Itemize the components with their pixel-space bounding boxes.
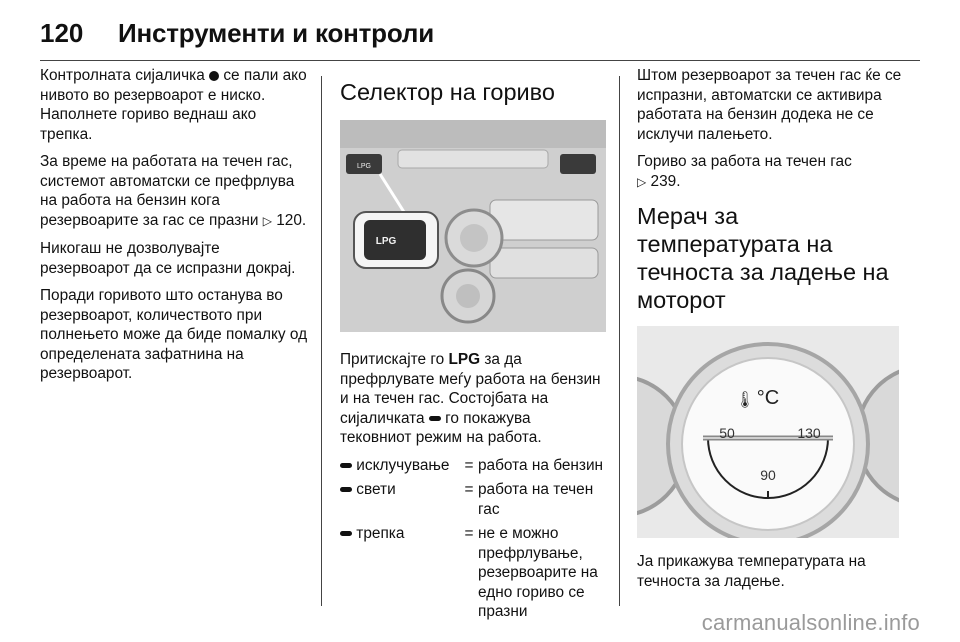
column-divider-2 bbox=[619, 76, 620, 606]
page-reference[interactable]: 239. bbox=[650, 172, 681, 190]
small-lpg-button-label: LPG bbox=[356, 163, 372, 170]
page-reference-arrow-icon: ▷ bbox=[637, 174, 647, 189]
lpg-indicator-light-icon bbox=[340, 487, 352, 492]
page-reference-arrow-icon: ▷ bbox=[262, 213, 272, 228]
section-heading-fuel-selector: Селектор на гориво bbox=[340, 79, 555, 105]
header-divider bbox=[40, 60, 920, 61]
paragraph-lpg-press: Притискајте го LPG за да префрлувате меѓу работа на бензин и на течен гас. Состојбата на сијаличката го покажува тековниот режим на работа. bbox=[340, 351, 601, 446]
gauge-label-min: 50 bbox=[719, 425, 735, 441]
lpg-indicator-light-icon bbox=[429, 416, 441, 421]
lpg-button-ref: LPG bbox=[448, 351, 481, 368]
column-divider-1 bbox=[321, 76, 322, 606]
section-heading-coolant-gauge: Мерач за температурата на течноста за ладење на моторот bbox=[637, 203, 889, 313]
lpg-indicator-light-icon bbox=[340, 531, 352, 536]
paragraph-lpg-empty: Штом резервоарот за течен гас ќе се испразни, автоматски се активира работата на бензин додека не се исклучи палењето. bbox=[637, 67, 902, 143]
column-3 bbox=[637, 66, 905, 599]
fuel-warning-light-icon bbox=[209, 71, 219, 81]
paragraph-never-empty: Никогаш не дозволувајте резервоарот да се испразни докрај. bbox=[40, 240, 296, 277]
page-reference[interactable]: 120. bbox=[276, 211, 307, 229]
temperature-unit: °C bbox=[756, 387, 780, 409]
column-2 bbox=[340, 66, 606, 627]
table-row: исклучување = работа на бензин bbox=[340, 456, 606, 481]
page-number: 120 bbox=[40, 18, 84, 48]
table-row: свети = работа на течен гас bbox=[340, 480, 606, 524]
paragraph-coolant-desc: Ја прикажува температурата на течноста за ладење. bbox=[637, 553, 866, 590]
gauge-label-mid: 90 bbox=[760, 467, 776, 483]
paragraph-fuel-remaining: Поради горивото што останува во резервоарот, количеството при полнењето може да биде помалку од определената зафатнина на резервоарот. bbox=[40, 287, 308, 382]
table-row: трепка = не е можно префрлување, резервоарите на едно гориво се празни bbox=[340, 524, 606, 627]
page-title: Инструменти и контроли bbox=[118, 18, 434, 48]
paragraph-lpg-fuel-ref: Гориво за работа на течен гас ▷ 239. bbox=[637, 153, 852, 190]
coolant-gauge-illustration bbox=[637, 326, 899, 538]
page-header bbox=[0, 0, 960, 62]
coolant-temperature-icon: 🌡 bbox=[734, 390, 756, 409]
column-1 bbox=[40, 66, 310, 392]
coolant-gauge-figure bbox=[637, 326, 899, 538]
gauge-label-max: 130 bbox=[797, 425, 821, 441]
lpg-indicator-light-icon bbox=[340, 463, 352, 468]
fuel-selector-figure bbox=[340, 120, 606, 332]
watermark: carmanualsonline.info bbox=[701, 610, 920, 635]
lpg-indicator-states-table bbox=[340, 456, 606, 627]
large-lpg-button-label: LPG bbox=[375, 236, 397, 247]
dashboard-illustration bbox=[340, 120, 606, 332]
paragraph-fuel-warning: Контролната сијаличка се пали ако нивото во резервоарот е ниско. Наполнете гориво веднаш ако трепка. bbox=[40, 67, 307, 143]
paragraph-lpg-switch: За време на работата на течен гас, системот автоматски се префрлува на работа на бензин кога резервоарите за гас се празни ▷ 120. bbox=[40, 153, 307, 229]
